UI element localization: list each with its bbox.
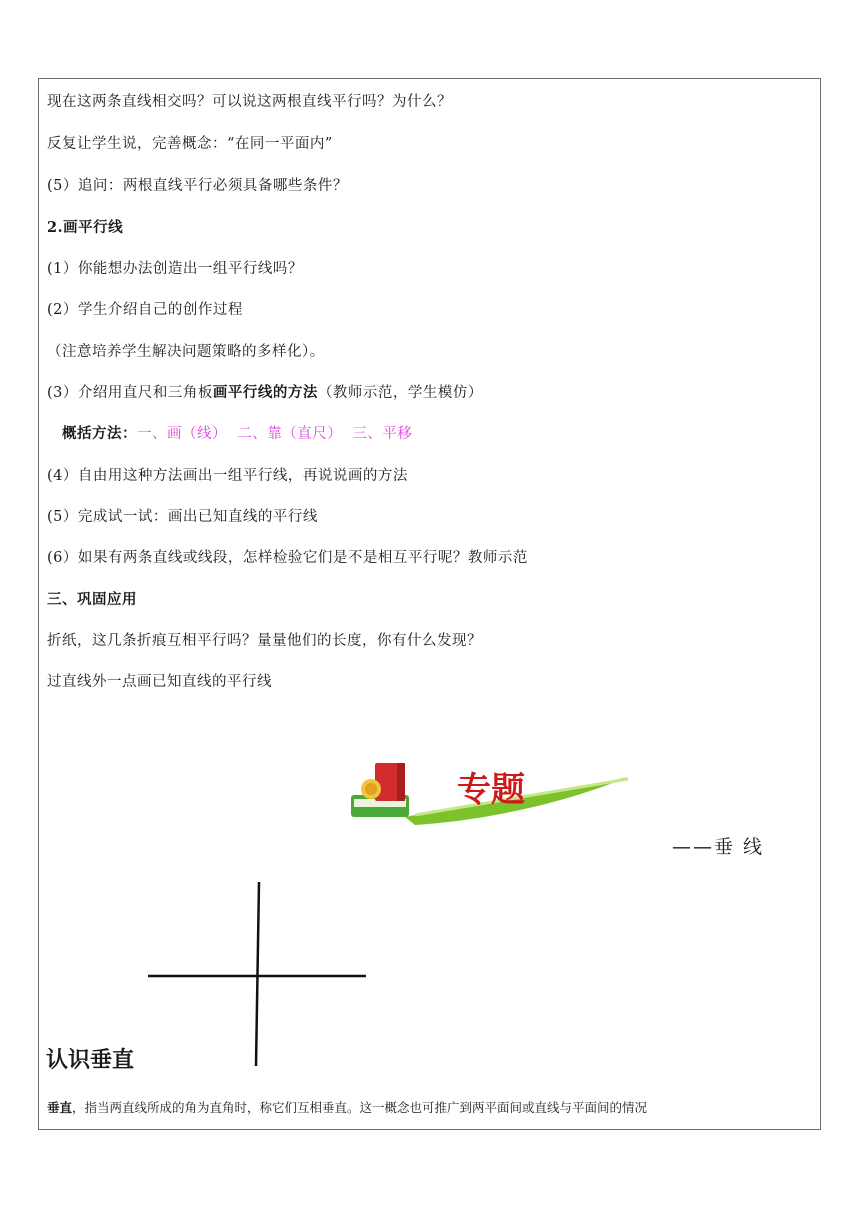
- banner-title: 专题: [457, 770, 525, 810]
- text-line: 现在这两条直线相交吗？可以说这两根直线平行吗？为什么？: [47, 94, 452, 110]
- banner-subtitle: ——垂 线: [672, 836, 765, 858]
- text-line: (1）你能想办法创造出一组平行线吗？: [47, 261, 303, 277]
- text-line: (6）如果有两条直线或线段，怎样检验它们是不是相互平行呢？教师示范: [47, 550, 528, 566]
- text-line: 反复让学生说，完善概念：“在同一平面内”: [47, 136, 333, 152]
- text-line: [47, 381, 483, 402]
- text-line: 折纸，这几条折痕互相平行吗？量量他们的长度，你有什么发现？: [47, 633, 482, 649]
- perpendicular-figure: [140, 876, 375, 1071]
- summary-label: 概括方法：: [62, 425, 137, 442]
- text-line: 过直线外一点画已知直线的平行线: [47, 674, 272, 690]
- topic-banner: [345, 755, 630, 833]
- section-heading: 2.画平行线: [47, 219, 124, 236]
- text-line: （注意培养学生解决问题策略的多样化）。: [47, 344, 325, 360]
- section-heading: 三、巩固应用: [47, 591, 137, 608]
- perpendicular-heading: 认识垂直: [46, 1048, 135, 1073]
- text-line: (4）自由用这种方法画出一组平行线，再说说画的方法: [47, 468, 408, 484]
- text-line: (2）学生介绍自己的创作过程: [47, 302, 243, 318]
- emphasis-text: 画平行线的方法: [212, 384, 318, 401]
- definition-paragraph: [47, 1098, 647, 1116]
- summary-methods: 一、画（线） 二、靠（直尺） 三、平移: [137, 426, 413, 442]
- definition-text: ，指当两直线所成的角为直角时，称它们互相垂直。这一概念也可推广到两平面间或直线与平面间的情况: [72, 1100, 648, 1115]
- summary-line: [62, 422, 412, 443]
- vertical-line: [256, 882, 259, 1066]
- text-line: (5）追问：两根直线平行必须具备哪些条件？: [47, 178, 348, 194]
- text-line: (5）完成试一试：画出已知直线的平行线: [47, 509, 318, 525]
- book-cup-icon: [351, 763, 409, 817]
- definition-term: 垂直: [47, 1100, 73, 1115]
- text-span: （教师示范，学生模仿）: [317, 385, 483, 401]
- text-span: (3）介绍用直尺和三角板: [47, 385, 213, 401]
